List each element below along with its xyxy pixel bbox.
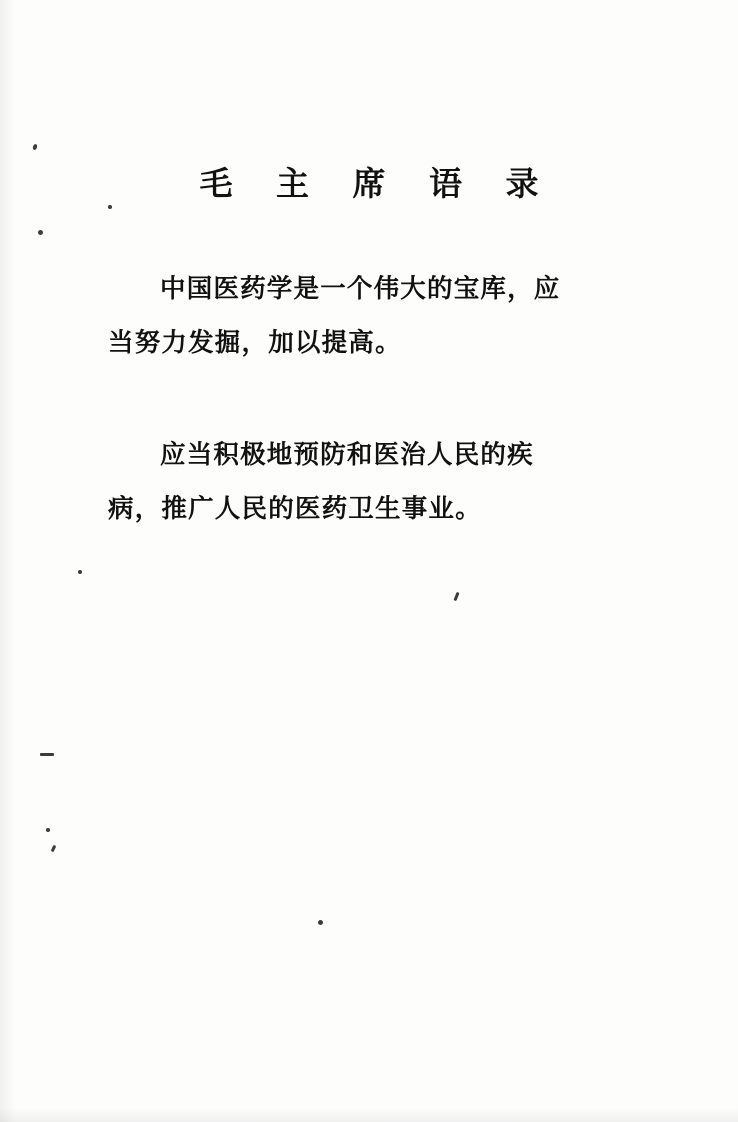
scan-speck [51,845,57,853]
scan-speck [38,230,43,235]
quote-block-2 [108,428,648,536]
page-bottom-shading [0,1108,738,1122]
scan-speck [318,920,323,925]
scan-speck [32,144,38,151]
scan-speck [78,570,82,574]
scan-speck [40,753,54,756]
quote-line: 当努力发掘，加以提高。 [108,328,402,358]
quote-line: 病，推广人民的医药卫生事业。 [108,494,482,524]
page-title: 毛 主 席 语 录 [199,164,555,203]
scan-speck [453,592,459,601]
scan-speck [108,205,112,209]
quote-line: 中国医药学是一个伟大的宝库，应 [160,274,561,304]
quote-line: 应当积极地预防和医治人民的疾 [160,440,534,470]
scan-speck [46,828,50,832]
quote-block-1 [108,262,648,370]
